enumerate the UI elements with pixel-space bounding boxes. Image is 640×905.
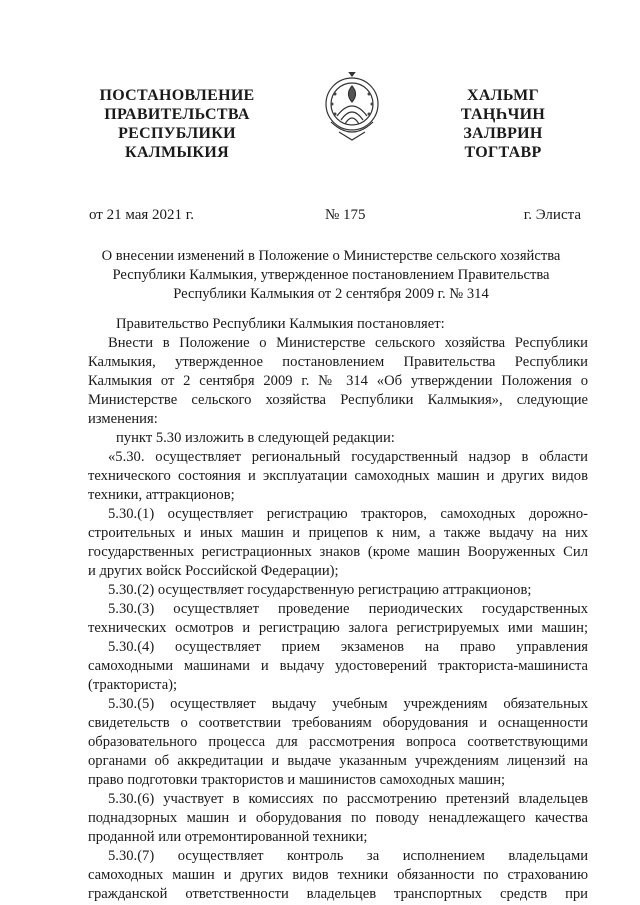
document-date: от 21 мая 2021 г. <box>89 207 195 223</box>
body-text-line: Внести в Положение о Министерстве сельского хозяйства Республики <box>108 335 588 351</box>
body-text-line: изменения: <box>88 411 158 427</box>
document-title <box>96 247 566 304</box>
body-text-line: проданной или отремонтированной техники; <box>88 829 368 845</box>
header-left-line: ПОСТАНОВЛЕНИЕ <box>99 87 255 104</box>
body-text-line: технических осмотров и регистрацию залога регистрируемых ими машин; <box>88 620 588 636</box>
header-left-block <box>92 86 262 162</box>
body-text-line: (тракториста); <box>88 677 178 693</box>
coat-of-arms-emblem <box>323 72 381 144</box>
title-line: Республики Калмыкия, утвержденное постановлением Правительства <box>112 267 550 283</box>
body-text-line: техники, аттракционов; <box>88 487 235 503</box>
body-text-line: 5.30.(3) осуществляет проведение периодических государственных <box>108 601 588 617</box>
document-city: г. Элиста <box>523 207 581 223</box>
header-left-line: ПРАВИТЕЛЬСТВА <box>104 106 250 123</box>
header-right-line: ЗАЛВРИН <box>463 125 543 142</box>
body-text-line: государственных регистрационных знаков (кроме машин Вооруженных Сил <box>88 544 588 560</box>
header-left-line: РЕСПУБЛИКИ <box>118 125 236 142</box>
document-body <box>88 315 588 904</box>
body-text-line: 5.30.(7) осуществляет контроль за исполнением владельцами <box>108 848 588 864</box>
body-text-line: право подготовки трактористов и машинистов самоходных машин; <box>88 772 506 788</box>
header-right-line: ХАЛЬМГ <box>466 87 540 104</box>
header-right-block <box>448 86 558 162</box>
body-text-line: «5.30. осуществляет региональный государственный надзор в области <box>108 449 588 465</box>
body-text-line: органами об аккредитации и выдаче указанным учреждениям лицензий на <box>88 753 588 769</box>
body-text-line: технического состояния и эксплуатации самоходных машин и других видов <box>88 468 588 484</box>
document-number: № 175 <box>325 207 366 223</box>
title-line: Республики Калмыкия от 2 сентября 2009 г. № 314 <box>173 286 489 302</box>
body-text-line: образовательного процесса для рассмотрения вопроса соответствующими <box>88 734 588 750</box>
body-text-line: самоходными машинами и выдачу удостоверений тракториста-машиниста <box>88 658 588 674</box>
body-text-line: 5.30.(5) осуществляет выдачу учебным учреждениям обязательных <box>108 696 588 712</box>
header-right-line: ТОГТАВР <box>464 144 542 161</box>
body-text-line: Правительство Республики Калмыкия постановляет: <box>116 316 445 332</box>
body-text-line: и других войск Российской Федерации); <box>88 563 339 579</box>
body-text-line: самоходных машин и других видов техники обязанности по страхованию <box>88 867 588 883</box>
body-text-line: гражданской ответственности владельцев транспортных средств при <box>88 886 588 902</box>
body-text-line: поднадзорных машин и оборудования по поводу ненадлежащего качества <box>88 810 588 826</box>
document-meta-row <box>89 207 581 227</box>
header-right-line: ТАҢҺЧИН <box>460 106 546 123</box>
header-left-line: КАЛМЫКИЯ <box>125 144 229 161</box>
body-text-line: Министерстве сельского хозяйства Республики Калмыкия», следующие <box>88 392 588 408</box>
body-text-line: свидетельств о соответствии требованиям оборудования и оснащенности <box>88 715 588 731</box>
body-text-line: Калмыкия, утвержденное постановлением Правительства Республики <box>88 354 588 370</box>
body-text-line: 5.30.(1) осуществляет регистрацию тракторов, самоходных дорожно- <box>108 506 588 522</box>
title-line: О внесении изменений в Положение о Министерстве сельского хозяйства <box>101 248 561 264</box>
body-text-line: пункт 5.30 изложить в следующей редакции: <box>116 430 395 446</box>
body-text-line: 5.30.(2) осуществляет государственную регистрацию аттракционов; <box>108 582 532 598</box>
body-text-line: строительных и иных машин и прицепов к ним, а также выдачу на них <box>88 525 588 541</box>
body-text-line: Калмыкия от 2 сентября 2009 г. № 314 «Об утверждении Положения о <box>88 373 588 389</box>
body-text-line: 5.30.(6) участвует в комиссиях по рассмотрению претензий владельцев <box>108 791 588 807</box>
body-text-line: 5.30.(4) осуществляет прием экзаменов на право управления <box>108 639 588 655</box>
